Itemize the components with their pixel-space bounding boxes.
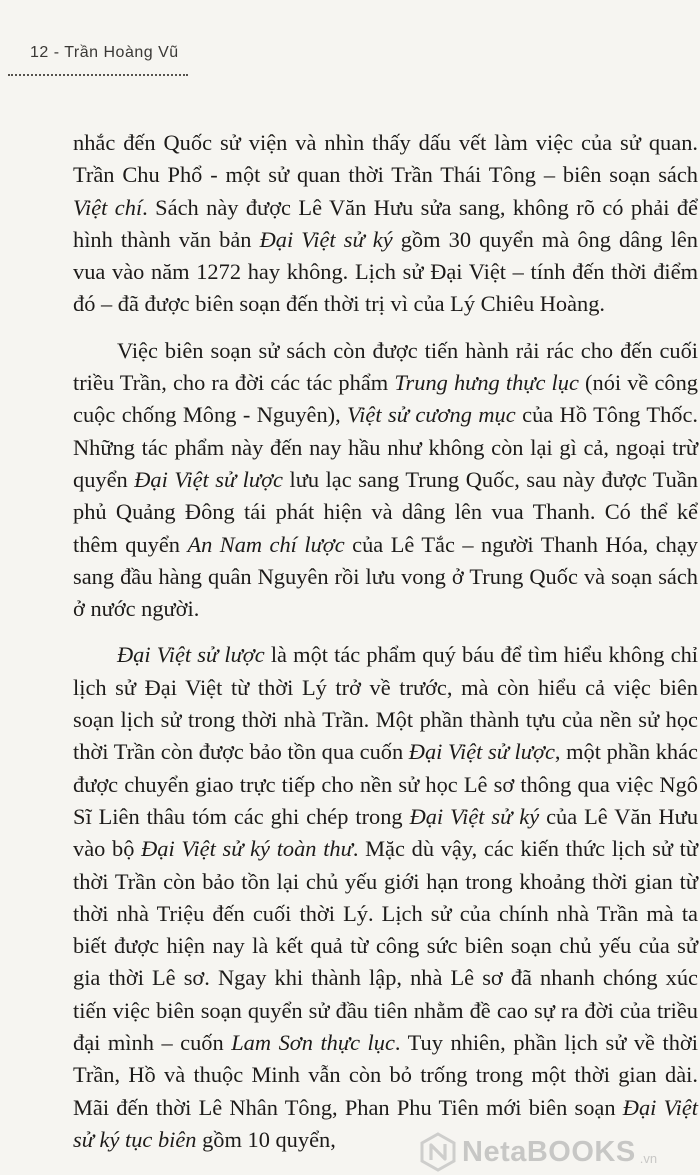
italic-title-run: Đại Việt sử lược xyxy=(117,642,265,668)
italic-title-run: An Nam chí lược xyxy=(187,531,345,557)
watermark xyxy=(418,1132,657,1172)
italic-title-run: Việt sử cương mục xyxy=(347,402,516,428)
text-run: . Mặc dù vậy, các kiến thức lịch sử từ thời Trần còn bảo tồn lại chủ yếu giới hạn trong khoảng thời gian từ thời nhà Triệu đến cuối thời Lý. Lịch sử của chính nhà Trần mà ta biết được hiện nay là kết quả từ công sức biên soạn chủ yếu của sử gia thời Lê sơ. Ngay khi thành lập, nhà Lê sơ đã nhanh chóng xúc tiến việc biên soạn quyển sử đầu tiên nhằm đề cao sự ra đời của triều đại mình – cuốn xyxy=(73,836,698,1056)
text-run: của Lê Văn Hưu vào bộ xyxy=(73,803,699,862)
italic-title-run: Đại Việt sử ký xyxy=(259,226,393,252)
text-run: lưu lạc sang Trung Quốc, sau này được Tuần phủ Quảng Đông tái phát hiện và dâng lên vua Thanh. Có thể kể thêm quyển xyxy=(73,466,698,557)
text-run: (nói về công cuộc chống Mông - Nguyên), xyxy=(73,370,699,428)
italic-title-run: Đại Việt sử ký toàn thư xyxy=(141,836,353,862)
italic-title-run: Đại Việt sử ký tục biên xyxy=(73,1094,698,1152)
italic-title-run: Trung hưng thực lục xyxy=(394,370,579,396)
text-run: gồm 30 quyển mà ông dâng lên vua vào năm 1272 hay không. Lịch sử Đại Việt – tính đến thời điểm đó – đã được biên soạn đến thời trị vì của Lý Chiêu Hoàng. xyxy=(73,226,699,317)
italic-title-run: Lam Sơn thực lục xyxy=(231,1030,395,1056)
italic-title-run: Đại Việt sử lược xyxy=(408,739,555,765)
italic-title-run: Đại Việt sử lược xyxy=(134,466,283,492)
italic-title-run: Đại Việt sử ký xyxy=(409,803,540,829)
watermark-tld: .vn xyxy=(639,1151,658,1166)
running-header xyxy=(30,44,179,62)
header-dotted-rule xyxy=(8,74,188,76)
header-separator: - xyxy=(48,44,65,61)
text-run: của Hồ Tông Thốc. Những tác phẩm này đến nay hầu như không còn lại gì cả, ngoại trừ quyển xyxy=(73,402,698,492)
netabooks-logo-icon xyxy=(418,1132,458,1172)
page-number: 12 xyxy=(30,44,49,61)
watermark-text: NetaBOOKS xyxy=(462,1135,636,1168)
text-run: nhắc đến Quốc sử viện và nhìn thấy dấu vết làm việc của sử quan. Trần Chu Phổ - một sử quan thời Trần Thái Tông – biên soạn sách xyxy=(73,130,698,188)
text-run: Việc biên soạn sử sách còn được tiến hành rải rác cho đến cuối triều Trần, cho ra đời các tác phẩm xyxy=(73,337,698,396)
body-paragraph xyxy=(73,335,698,626)
italic-title-run: Việt chí xyxy=(73,194,143,220)
text-run: . Sách này được Lê Văn Hưu sửa sang, không rõ có phải để hình thành văn bản xyxy=(73,194,698,252)
text-run: gồm 10 quyển, xyxy=(196,1126,336,1152)
author-name: Trần Hoàng Vũ xyxy=(64,44,179,61)
body-text xyxy=(73,127,698,1156)
text-run: là một tác phẩm quý báu để tìm hiểu không chỉ lịch sử Đại Việt từ thời Lý trở về trước, mà còn hiểu cả việc biên soạn lịch sử trong thời nhà Trần. Một phần thành tựu của nền sử học thời Trần còn được bảo tồn qua cuốn xyxy=(73,642,698,765)
text-run: của Lê Tắc – người Thanh Hóa, chạy sang đầu hàng quân Nguyên rồi lưu vong ở Trung Quốc và soạn sách ở nước người. xyxy=(73,531,699,622)
body-paragraph xyxy=(73,639,698,1156)
text-run: , một phần khác được chuyển giao trực tiếp cho nền sử học Lê sơ thông qua việc Ngô Sĩ Liên thâu tóm các ghi chép trong xyxy=(73,739,698,829)
body-paragraph xyxy=(73,127,698,321)
text-run: . Tuy nhiên, phần lịch sử về thời Trần, Hồ và thuộc Minh vẫn còn bỏ trống trong một thời gian dài. Mãi đến thời Lê Nhân Tông, Phan Phu Tiên mới biên soạn xyxy=(73,1030,698,1120)
